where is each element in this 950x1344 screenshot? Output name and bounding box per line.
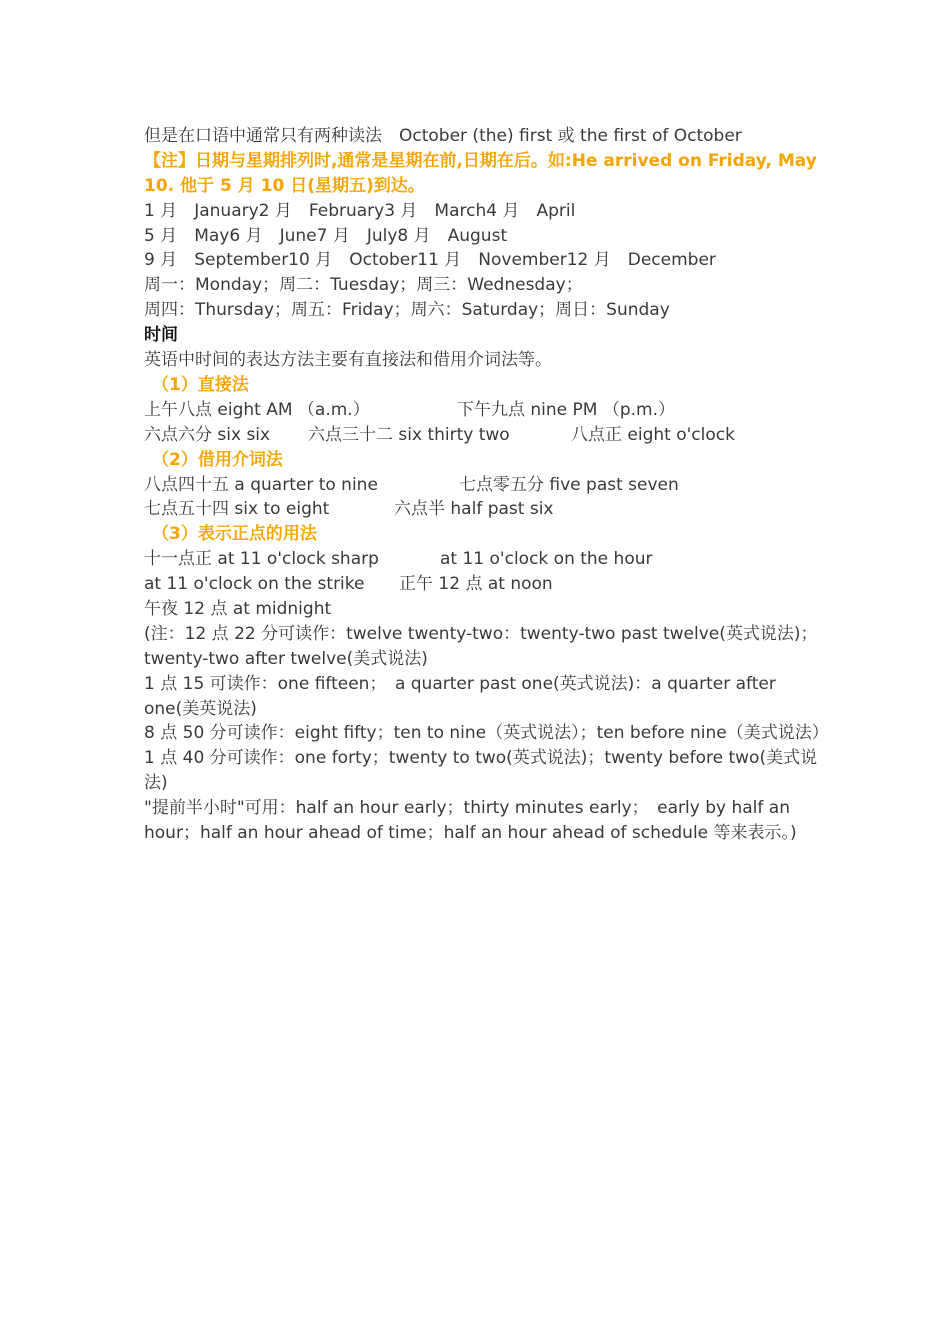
time-intro: 英语中时间的表达方法主要有直接法和借用介词法等。 <box>144 350 552 371</box>
oclock-strike-example: at 11 o'clock on the strike <box>144 574 365 595</box>
preposition-quarter-to-example: 八点四十五 a quarter to nine <box>144 474 378 495</box>
oclock-usage-title: （3）表示正点的用法 <box>152 524 317 545</box>
oral-reading-line: 但是在口语中通常只有两种读法 October (the) first 或 the first of October <box>144 126 742 146</box>
direct-six-thirty-two-example: 六点三十二 six thirty two <box>308 424 510 445</box>
months-line-1: 1 月 January2 月 February3 月 March4 月 April <box>144 200 576 221</box>
direct-method-title: （1）直接法 <box>152 374 249 395</box>
note-twelve-twenty-two: (注：12 点 22 分可读作：twelve twenty-two：twenty-two past twelve(英式说法)；twenty-two after twelve(美式说法) <box>144 623 818 669</box>
preposition-six-to-example: 七点五十四 six to eight <box>144 499 330 520</box>
preposition-five-past-example: 七点零五分 five past seven <box>459 474 679 495</box>
time-heading: 时间 <box>144 325 178 346</box>
direct-six-six-example: 六点六分 six six <box>144 424 271 445</box>
note-one-fifteen: 1 点 15 可读作：one fifteen； a quarter past one(英式说法)：a quarter after one(美英说法) <box>144 673 776 719</box>
preposition-method-title: （2）借用介词法 <box>152 449 283 470</box>
document-page <box>144 124 829 846</box>
direct-am-example: 上午八点 eight AM （a.m.） <box>144 399 370 420</box>
note-half-hour-early: "提前半小时"可用：half an hour early；thirty minutes early； early by half an hour；half an hour ahead of time；half an hour ahead of schedule 等来表示。) <box>144 798 797 844</box>
preposition-half-past-example: 六点半 half past six <box>394 499 554 520</box>
preposition-row-1 <box>144 473 824 498</box>
weekdays-line-1: 周一：Monday；周二：Tuesday；周三：Wednesday； <box>144 275 583 296</box>
oclock-on-hour-example: at 11 o'clock on the hour <box>440 549 653 570</box>
note-eight-fifty: 8 点 50 分可读作：eight fifty；ten to nine（英式说法）；ten before nine（美式说法） <box>144 723 829 744</box>
weekdays-line-2: 周四：Thursday；周五：Friday；周六：Saturday；周日：Sunday <box>144 300 670 321</box>
oclock-sharp-example: 十一点正 at 11 o'clock sharp <box>144 549 379 570</box>
oclock-row-2 <box>144 572 824 597</box>
direct-row-1 <box>144 398 824 423</box>
direct-eight-oclock-example: 八点正 eight o'clock <box>571 424 735 445</box>
direct-pm-example: 下午九点 nine PM （p.m.） <box>457 399 676 420</box>
months-line-3: 9 月 September10 月 October11 月 November12 月 December <box>144 250 716 271</box>
preposition-row-2 <box>144 497 824 522</box>
date-week-note: 【注】日期与星期排列时,通常是星期在前,日期在后。如:He arrived on Friday, May 10. 他于 5 月 10 日(星期五)到达。 <box>144 150 817 196</box>
months-line-2: 5 月 May6 月 June7 月 July8 月 August <box>144 225 508 246</box>
oclock-row-1 <box>144 547 824 572</box>
direct-row-2 <box>144 423 824 448</box>
oclock-midnight-example: 午夜 12 点 at midnight <box>144 598 332 619</box>
oclock-noon-example: 正午 12 点 at noon <box>399 574 553 595</box>
note-one-forty: 1 点 40 分可读作：one forty；twenty to two(英式说法)；twenty before two(美式说法) <box>144 748 818 794</box>
